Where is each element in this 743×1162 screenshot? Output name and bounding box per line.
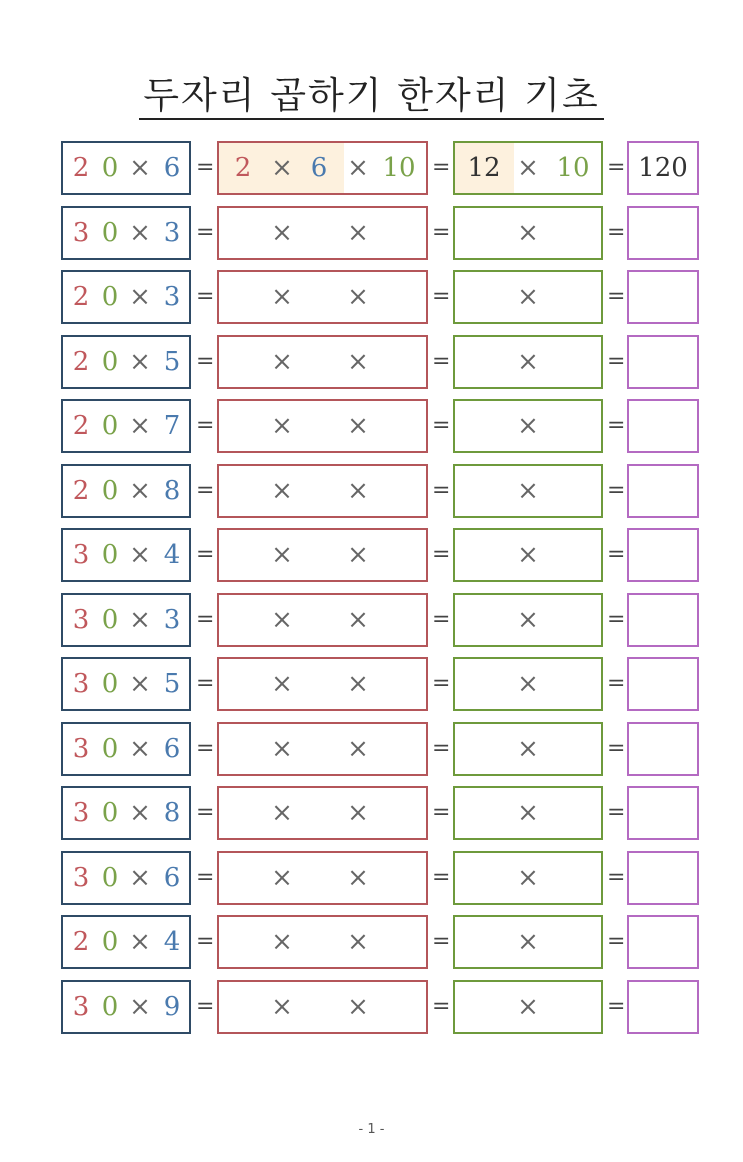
ones-digit: 0: [101, 153, 119, 183]
multiplier-digit: 3: [163, 282, 181, 312]
decompose-box[interactable]: [217, 528, 428, 582]
times-sign: ×: [129, 153, 151, 183]
multiplier-digit: 5: [163, 669, 181, 699]
answer-box[interactable]: [627, 528, 699, 582]
tens-digit: 3: [72, 669, 90, 699]
product-box[interactable]: [453, 851, 603, 905]
times-sign: ×: [347, 605, 369, 635]
multiplier-digit: 3: [163, 218, 181, 248]
problem-row: [0, 786, 743, 840]
times-sign: ×: [517, 863, 539, 893]
ones-digit: 0: [101, 411, 119, 441]
tens-digit: 3: [72, 218, 90, 248]
equals-sign: =: [607, 284, 626, 309]
times-sign: ×: [517, 282, 539, 312]
example-number: 10: [382, 153, 416, 183]
ones-digit: 0: [101, 863, 119, 893]
equals-sign: =: [607, 478, 626, 503]
equals-sign: =: [432, 994, 451, 1019]
tens-digit: 2: [72, 153, 90, 183]
equals-sign: =: [432, 284, 451, 309]
equals-sign: =: [607, 413, 626, 438]
times-sign: ×: [517, 153, 539, 183]
answer-box[interactable]: [627, 593, 699, 647]
answer-box[interactable]: [627, 335, 699, 389]
times-sign: ×: [271, 218, 293, 248]
equals-sign: =: [432, 607, 451, 632]
ones-digit: 0: [101, 798, 119, 828]
problem-row: [0, 722, 743, 776]
answer-box[interactable]: [627, 399, 699, 453]
multiplier-digit: 6: [163, 153, 181, 183]
problem-row: [0, 593, 743, 647]
problem-box: [61, 141, 191, 195]
times-sign: ×: [271, 411, 293, 441]
decompose-box[interactable]: [217, 915, 428, 969]
product-box[interactable]: [453, 399, 603, 453]
times-sign: ×: [517, 992, 539, 1022]
times-sign: ×: [271, 927, 293, 957]
problem-box: [61, 593, 191, 647]
times-sign: ×: [129, 540, 151, 570]
example-answer: 120: [638, 153, 688, 183]
answer-box[interactable]: [627, 786, 699, 840]
equals-sign: =: [607, 349, 626, 374]
decompose-box[interactable]: [217, 141, 428, 195]
problem-box: [61, 851, 191, 905]
equals-sign: =: [196, 607, 215, 632]
times-sign: ×: [347, 863, 369, 893]
problem-row: [0, 851, 743, 905]
times-sign: ×: [271, 282, 293, 312]
times-sign: ×: [129, 282, 151, 312]
tens-digit: 3: [72, 863, 90, 893]
ones-digit: 0: [101, 282, 119, 312]
times-sign: ×: [347, 734, 369, 764]
multiplier-digit: 8: [163, 798, 181, 828]
equals-sign: =: [607, 865, 626, 890]
equals-sign: =: [196, 865, 215, 890]
problem-row: [0, 915, 743, 969]
decompose-box[interactable]: [217, 464, 428, 518]
tens-digit: 2: [72, 282, 90, 312]
times-sign: ×: [347, 992, 369, 1022]
answer-box[interactable]: [627, 915, 699, 969]
equals-sign: =: [196, 413, 215, 438]
example-number: 10: [556, 153, 590, 183]
product-box[interactable]: [453, 593, 603, 647]
equals-sign: =: [196, 736, 215, 761]
equals-sign: =: [607, 542, 626, 567]
page-number: - 1 -: [358, 1122, 385, 1137]
equals-sign: =: [196, 542, 215, 567]
times-sign: ×: [347, 411, 369, 441]
ones-digit: 0: [101, 927, 119, 957]
times-sign: ×: [271, 992, 293, 1022]
equals-sign: =: [196, 994, 215, 1019]
problem-row: [0, 335, 743, 389]
decompose-box[interactable]: [217, 786, 428, 840]
tens-digit: 3: [72, 605, 90, 635]
times-sign: ×: [271, 476, 293, 506]
problem-box: [61, 722, 191, 776]
times-sign: ×: [347, 282, 369, 312]
equals-sign: =: [607, 736, 626, 761]
times-sign: ×: [347, 476, 369, 506]
multiplier-digit: 5: [163, 347, 181, 377]
times-sign: ×: [129, 734, 151, 764]
equals-sign: =: [607, 607, 626, 632]
multiplier-digit: 9: [163, 992, 181, 1022]
problem-row: [0, 657, 743, 711]
equals-sign: =: [196, 671, 215, 696]
equals-sign: =: [607, 800, 626, 825]
times-sign: ×: [129, 476, 151, 506]
multiplier-digit: 3: [163, 605, 181, 635]
equals-sign: =: [432, 736, 451, 761]
times-sign: ×: [517, 669, 539, 699]
times-sign: ×: [129, 927, 151, 957]
equals-sign: =: [432, 478, 451, 503]
equals-sign: =: [196, 929, 215, 954]
answer-box[interactable]: [627, 851, 699, 905]
ones-digit: 0: [101, 347, 119, 377]
times-sign: ×: [517, 540, 539, 570]
tens-digit: 2: [72, 476, 90, 506]
decompose-box[interactable]: [217, 399, 428, 453]
problem-row: [0, 141, 743, 195]
equals-sign: =: [432, 413, 451, 438]
problem-box: [61, 335, 191, 389]
problem-box: [61, 980, 191, 1034]
times-sign: ×: [271, 153, 293, 183]
problem-box: [61, 206, 191, 260]
times-sign: ×: [517, 927, 539, 957]
problem-box: [61, 464, 191, 518]
times-sign: ×: [129, 347, 151, 377]
product-box[interactable]: [453, 141, 603, 195]
multiplier-digit: 4: [163, 540, 181, 570]
tens-digit: 3: [72, 992, 90, 1022]
equals-sign: =: [196, 220, 215, 245]
multiplier-digit: 8: [163, 476, 181, 506]
equals-sign: =: [432, 220, 451, 245]
tens-digit: 2: [72, 347, 90, 377]
equals-sign: =: [432, 929, 451, 954]
product-box[interactable]: [453, 980, 603, 1034]
decompose-box[interactable]: [217, 206, 428, 260]
answer-box[interactable]: [627, 141, 699, 195]
times-sign: ×: [271, 605, 293, 635]
equals-sign: =: [607, 155, 626, 180]
times-sign: ×: [129, 411, 151, 441]
times-sign: ×: [129, 798, 151, 828]
times-sign: ×: [129, 863, 151, 893]
decompose-box[interactable]: [217, 722, 428, 776]
equals-sign: =: [196, 284, 215, 309]
product-box[interactable]: [453, 206, 603, 260]
times-sign: ×: [517, 476, 539, 506]
product-box[interactable]: [453, 528, 603, 582]
answer-box[interactable]: [627, 206, 699, 260]
page-title-text: 두자리 곱하기 한자리 기초: [139, 76, 603, 120]
problem-box: [61, 528, 191, 582]
product-box[interactable]: [453, 464, 603, 518]
product-box[interactable]: [453, 270, 603, 324]
equals-sign: =: [432, 800, 451, 825]
times-sign: ×: [347, 540, 369, 570]
ones-digit: 0: [101, 476, 119, 506]
times-sign: ×: [271, 669, 293, 699]
multiplier-digit: 6: [163, 863, 181, 893]
product-box[interactable]: [453, 786, 603, 840]
problem-box: [61, 270, 191, 324]
problem-row: [0, 980, 743, 1034]
times-sign: ×: [517, 411, 539, 441]
product-box[interactable]: [453, 722, 603, 776]
equals-sign: =: [196, 478, 215, 503]
times-sign: ×: [271, 798, 293, 828]
times-sign: ×: [347, 153, 369, 183]
times-sign: ×: [129, 605, 151, 635]
ones-digit: 0: [101, 605, 119, 635]
problem-box: [61, 399, 191, 453]
ones-digit: 0: [101, 218, 119, 248]
ones-digit: 0: [101, 540, 119, 570]
equals-sign: =: [432, 349, 451, 374]
answer-box[interactable]: [627, 464, 699, 518]
times-sign: ×: [271, 863, 293, 893]
answer-box[interactable]: [627, 270, 699, 324]
multiplier-digit: 4: [163, 927, 181, 957]
problem-row: [0, 528, 743, 582]
equals-sign: =: [432, 671, 451, 696]
answer-box[interactable]: [627, 657, 699, 711]
times-sign: ×: [347, 798, 369, 828]
tens-digit: 3: [72, 540, 90, 570]
decompose-box[interactable]: [217, 657, 428, 711]
example-digit: 2: [234, 153, 252, 183]
times-sign: ×: [271, 540, 293, 570]
times-sign: ×: [271, 347, 293, 377]
times-sign: ×: [517, 734, 539, 764]
ones-digit: 0: [101, 992, 119, 1022]
times-sign: ×: [129, 669, 151, 699]
ones-digit: 0: [101, 669, 119, 699]
decompose-box[interactable]: [217, 593, 428, 647]
multiplier-digit: 6: [163, 734, 181, 764]
problem-row: [0, 399, 743, 453]
tens-digit: 3: [72, 734, 90, 764]
problem-box: [61, 915, 191, 969]
times-sign: ×: [517, 798, 539, 828]
problem-box: [61, 786, 191, 840]
times-sign: ×: [347, 927, 369, 957]
page-title: [0, 74, 743, 120]
tens-digit: 2: [72, 927, 90, 957]
decompose-box[interactable]: [217, 335, 428, 389]
equals-sign: =: [607, 929, 626, 954]
example-digit: 6: [310, 153, 328, 183]
times-sign: ×: [517, 218, 539, 248]
problem-box: [61, 657, 191, 711]
problem-row: [0, 464, 743, 518]
multiplier-digit: 7: [163, 411, 181, 441]
equals-sign: =: [607, 671, 626, 696]
tens-digit: 2: [72, 411, 90, 441]
decompose-box[interactable]: [217, 851, 428, 905]
decompose-box[interactable]: [217, 980, 428, 1034]
example-number: 12: [467, 153, 501, 183]
equals-sign: =: [607, 994, 626, 1019]
answer-box[interactable]: [627, 722, 699, 776]
decompose-box[interactable]: [217, 270, 428, 324]
equals-sign: =: [196, 155, 215, 180]
product-box[interactable]: [453, 335, 603, 389]
times-sign: ×: [347, 218, 369, 248]
problem-row: [0, 206, 743, 260]
equals-sign: =: [432, 155, 451, 180]
ones-digit: 0: [101, 734, 119, 764]
product-box[interactable]: [453, 915, 603, 969]
times-sign: ×: [517, 347, 539, 377]
equals-sign: =: [432, 865, 451, 890]
times-sign: ×: [129, 218, 151, 248]
times-sign: ×: [517, 605, 539, 635]
product-box[interactable]: [453, 657, 603, 711]
times-sign: ×: [347, 669, 369, 699]
equals-sign: =: [196, 349, 215, 374]
times-sign: ×: [271, 734, 293, 764]
times-sign: ×: [347, 347, 369, 377]
equals-sign: =: [196, 800, 215, 825]
problem-row: [0, 270, 743, 324]
equals-sign: =: [607, 220, 626, 245]
tens-digit: 3: [72, 798, 90, 828]
times-sign: ×: [129, 992, 151, 1022]
answer-box[interactable]: [627, 980, 699, 1034]
equals-sign: =: [432, 542, 451, 567]
